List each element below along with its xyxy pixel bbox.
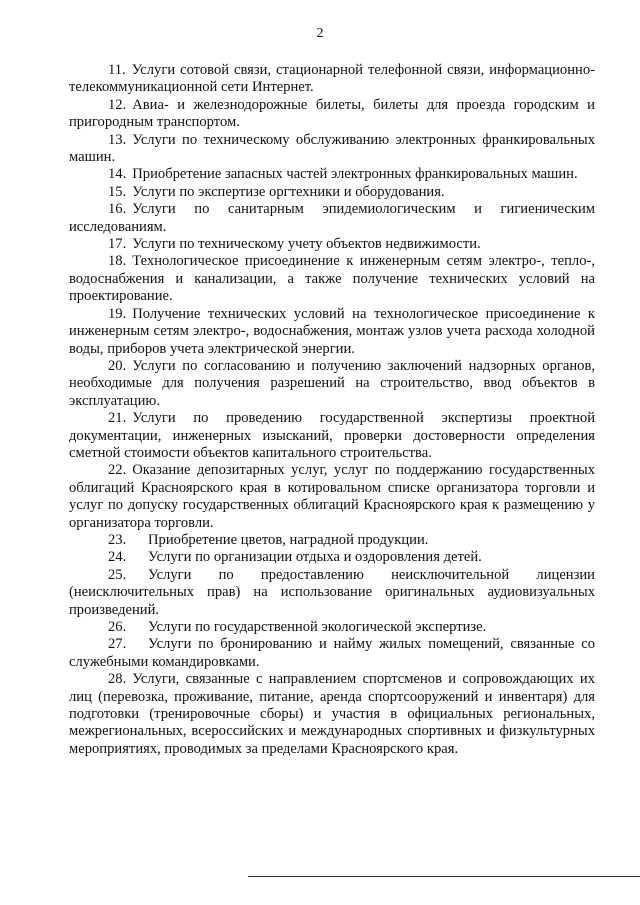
item-text: Услуги по техническому обслуживанию электронных франкировальных машин.: [69, 131, 595, 166]
item-number: 28.: [108, 671, 127, 688]
list-item: [69, 201, 595, 236]
item-number: 11.: [108, 62, 126, 78]
item-text: Приобретение цветов, наградной продукции.: [148, 531, 429, 548]
item-number: 27.: [108, 636, 127, 653]
list-item: [69, 236, 595, 253]
item-text: Услуги по экспертизе оргтехники и оборудования.: [132, 183, 445, 200]
list-item: [69, 132, 595, 167]
item-text: Услуги по санитарным эпидемиологическим и гигиеническим исследованиям.: [69, 201, 595, 235]
item-text: Услуги, связанные с направлением спортсменов и сопровождающих их лиц (перевозка, проживание, питание, аренда спортсооружений и инвентаря) для подготовки (тренировочные сборы) и участия в официальных региональных, межрегиональных, всероссийских и международных спортивных и физкультурных мероприятиях, проводимых за пределами Красноярского края.: [69, 671, 595, 757]
item-text: Услуги по предоставлению неисключительной лицензии (неисключительных прав) на использование оригинальных аудиовизуальных произведений.: [69, 566, 595, 618]
item-number: 13.: [108, 131, 127, 148]
page-number: 2: [316, 26, 324, 41]
item-text: Приобретение запасных частей электронных франкировальных машин.: [132, 166, 578, 183]
item-text: Технологическое присоединение к инженерным сетям электро-, тепло-, водоснабжения и канализации, а также получение технических условий на проектирование.: [69, 253, 595, 305]
list-item: [69, 358, 595, 410]
list-item: [69, 97, 595, 132]
item-number: 24.: [108, 549, 127, 566]
list-item: [69, 462, 595, 532]
item-text: Оказание депозитарных услуг, услуг по поддержанию государственных облигаций Красноярского края в котировальном списке организатора торговли и услуг по допуску государственных облигаций Красноярского края к размещению у организатора торговли.: [69, 462, 595, 531]
list-item: [69, 567, 595, 619]
list-item: [69, 671, 595, 758]
item-text: Услуги по техническому учету объектов недвижимости.: [132, 236, 481, 253]
item-number: 22.: [108, 462, 127, 479]
footer-divider: [248, 876, 640, 877]
item-text: Услуги по проведению государственной экспертизы проектной документации, инженерных изысканий, проверки достоверности определения сметной стоимости объектов капитального строительства.: [69, 410, 595, 461]
list-item: [69, 636, 595, 671]
list-item: [69, 62, 595, 97]
item-number: 26.: [108, 619, 127, 635]
item-number: 21.: [108, 410, 127, 427]
item-text: Услуги по бронированию и найму жилых помещений, связанные со служебными командировками.: [69, 636, 595, 670]
list-item: [69, 410, 595, 462]
document-body: [69, 62, 595, 758]
item-text: Услуги сотовой связи, стационарной телефонной связи, информационно-телекоммуникационной сети Интернет.: [69, 62, 595, 96]
item-text: Услуги по согласованию и получению заключений надзорных органов, необходимые для получения разрешений на строительство, ввод объектов в эксплуатацию.: [69, 357, 595, 409]
list-item: [69, 549, 595, 566]
item-number: 19.: [108, 305, 127, 322]
item-text: Авиа- и железнодорожные билеты, билеты для проезда городским и пригородным транспортом.: [69, 96, 595, 131]
item-number: 17.: [108, 236, 127, 253]
item-number: 12.: [108, 96, 127, 113]
item-number: 18.: [108, 253, 127, 270]
list-item: [69, 532, 595, 549]
item-number: 20.: [108, 357, 127, 374]
list-item: [69, 184, 595, 201]
list-item: [69, 253, 595, 305]
list-item: [69, 166, 595, 183]
item-number: 15.: [108, 183, 127, 200]
list-item: [69, 306, 595, 358]
item-number: 16.: [108, 201, 127, 218]
item-number: 14.: [108, 166, 127, 183]
item-number: 23.: [108, 531, 127, 548]
item-text: Получение технических условий на технологическое присоединение к инженерным сетям электро-, водоснабжения, монтаж узлов учета расхода холодной воды, приборов учета электрической энергии.: [69, 305, 595, 357]
item-text: Услуги по государственной экологической экспертизе.: [148, 619, 487, 635]
item-number: 25.: [108, 566, 127, 583]
item-text: Услуги по организации отдыха и оздоровления детей.: [148, 549, 482, 566]
list-item: [69, 619, 595, 636]
